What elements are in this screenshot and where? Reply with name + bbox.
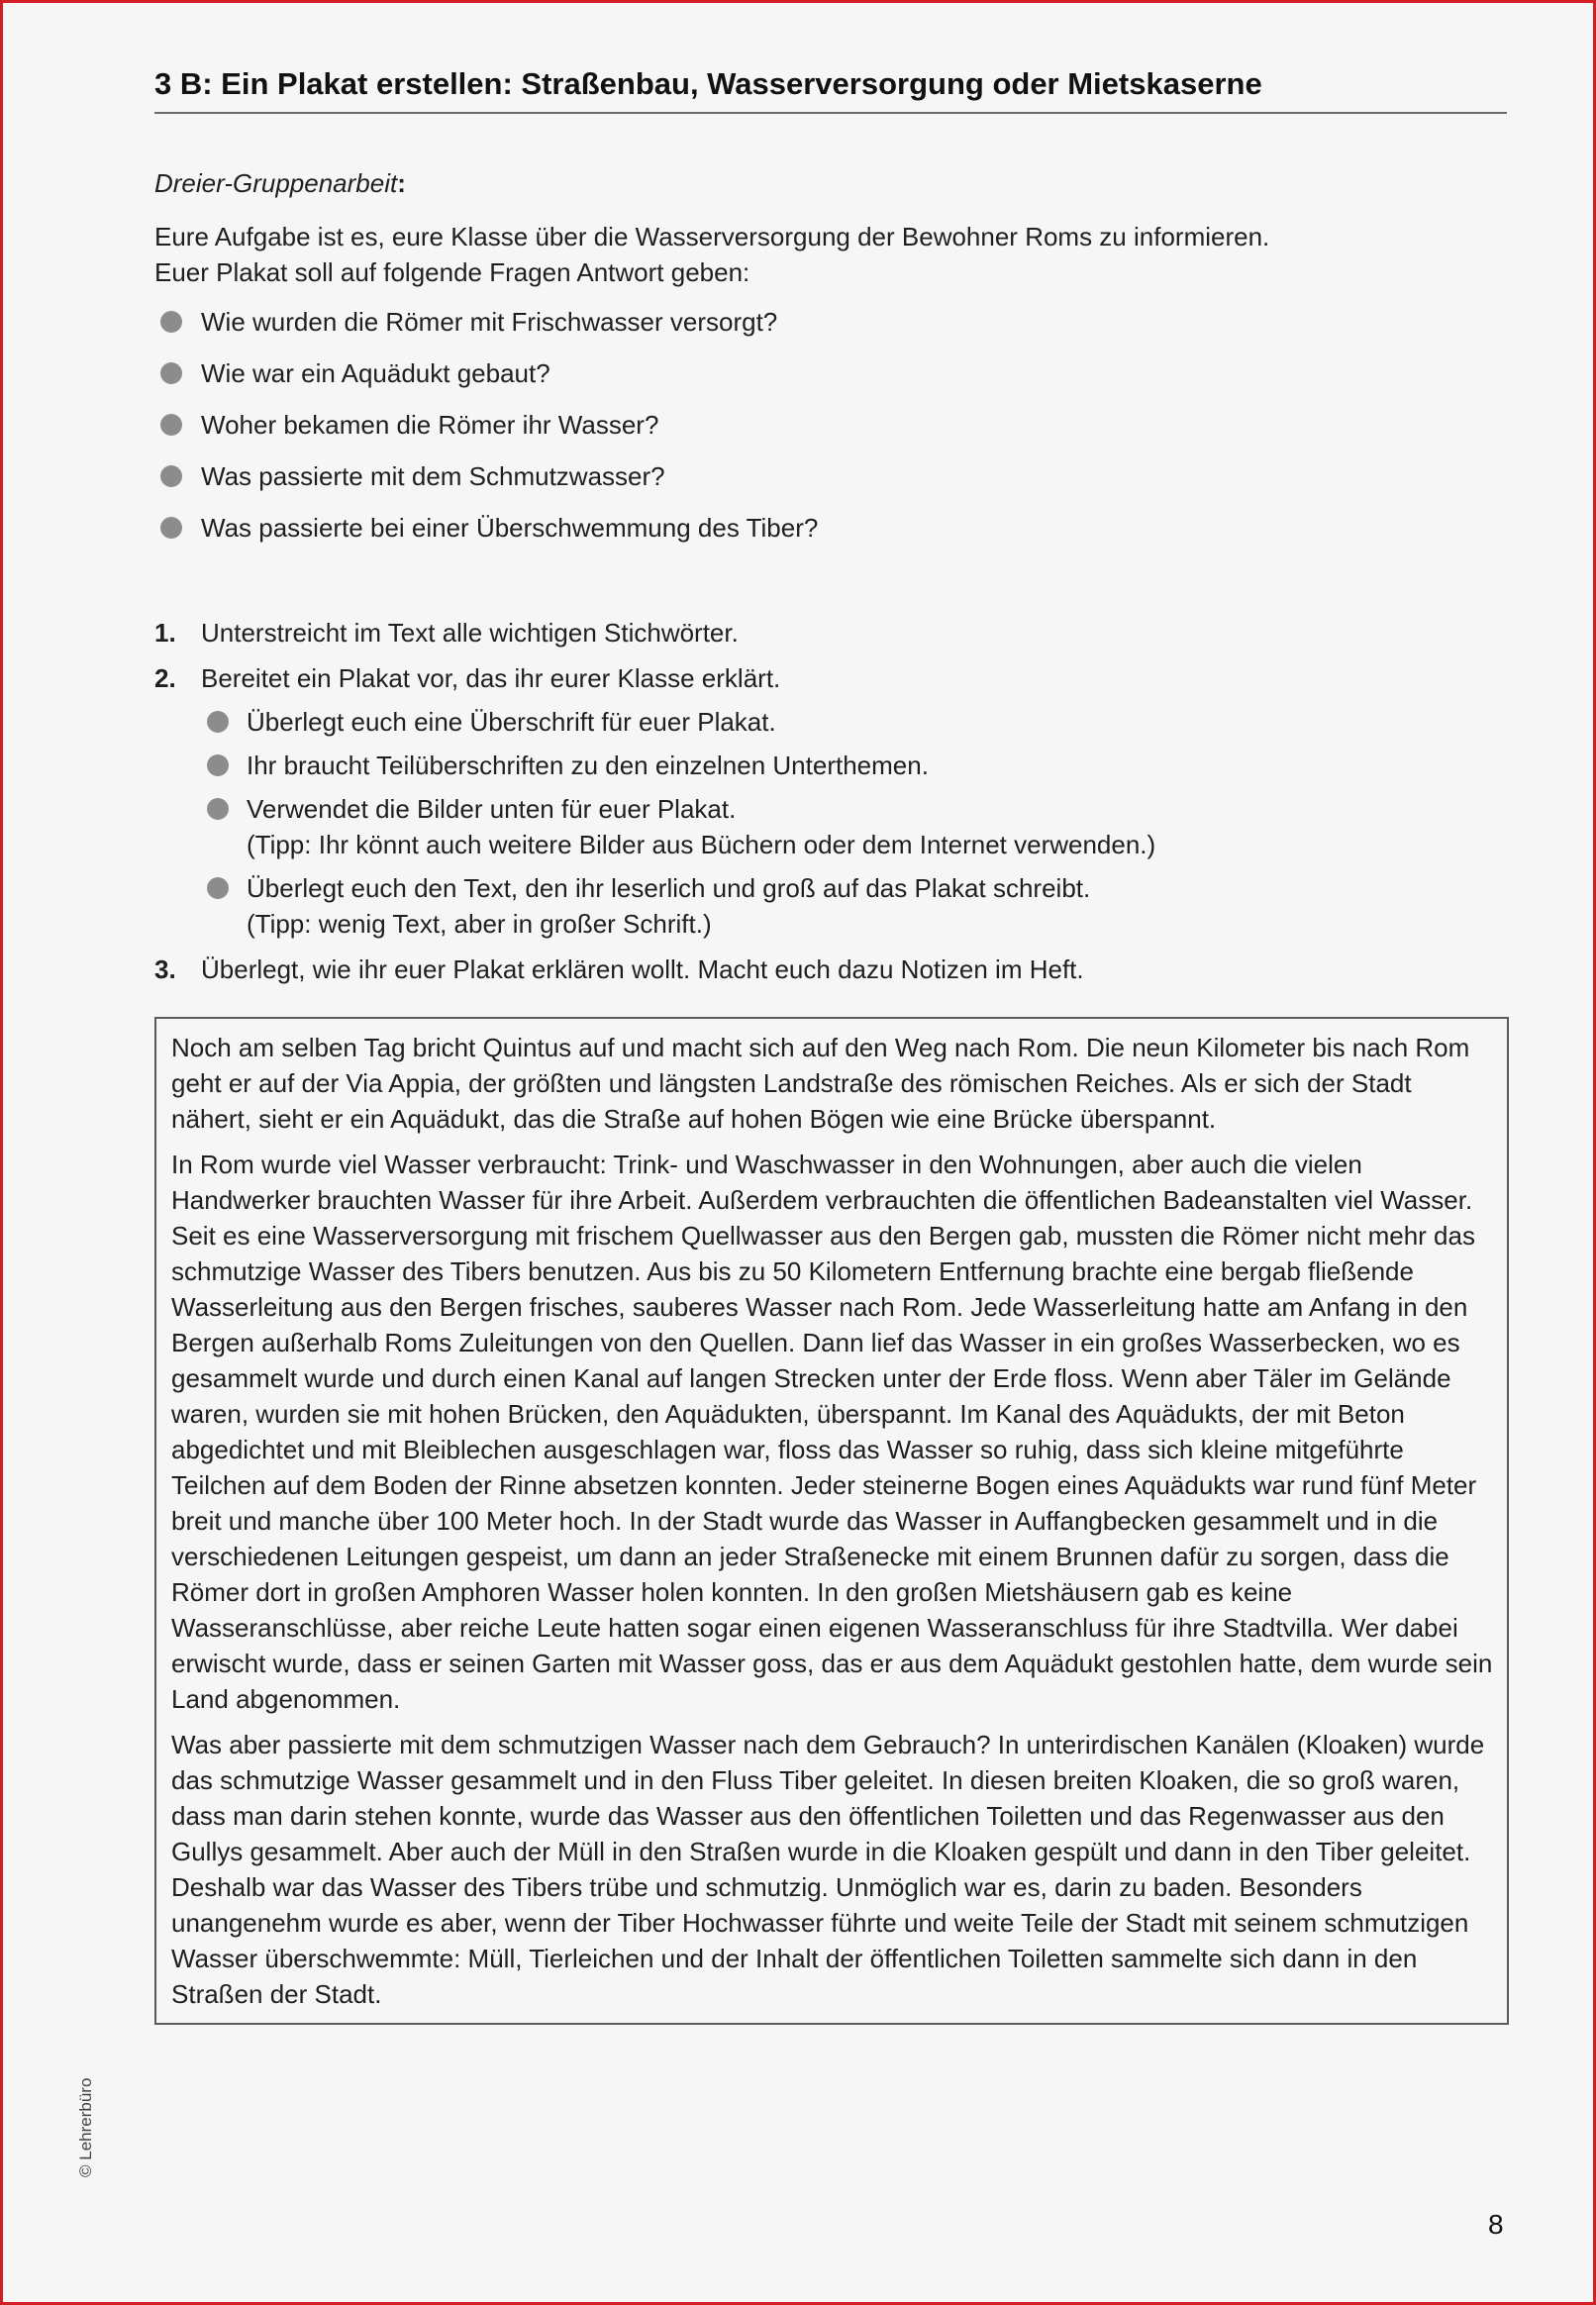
question-text: Woher bekamen die Römer ihr Wasser?: [201, 410, 659, 440]
bullet-dot-icon: [160, 465, 182, 487]
subitem-line: Ihr braucht Teilüberschriften zu den einzelnen Unterthemen.: [247, 751, 929, 780]
intro-line: Eure Aufgabe ist es, eure Klasse über die Wasserversorgung der Bewohner Roms zu informieren.: [154, 222, 1270, 251]
reading-paragraph: Was aber passierte mit dem schmutzigen Wasser nach dem Gebrauch? In unterirdischen Kanälen (Kloaken) wurde das schmutzige Wasser gesammelt und in den Fluss Tiber geleitet. In diesen breiten Kloaken, die so groß waren, dass man darin stehen konnte, wurde das Wasser aus den öffentlichen Toiletten und das Regenwasser aus den Gullys gesammelt. Aber auch der Müll in den Straßen wurde in die Kloaken gespült und dann in den Tiber geleitet. Deshalb war das Wasser des Tibers trübe und schmutzig. Unmöglich war es, darin zu baden. Besonders unangenehm wurde es aber, wenn der Tiber Hochwasser führte und weite Teile der Stadt mit seinem schmutzigen Wasser überschwemmte: Müll, Tierleichen und der Inhalt der öffentlichen Toiletten sammelte sich dann in den Straßen der Stadt.: [171, 1730, 1485, 2009]
bullet-dot-icon: [160, 311, 182, 333]
task-number: 2.: [154, 663, 176, 693]
task-text: Überlegt, wie ihr euer Plakat erklären wollt. Macht euch dazu Notizen im Heft.: [201, 954, 1084, 984]
task-item: [154, 615, 1509, 651]
bullet-dot-icon: [160, 362, 182, 384]
task-subitem: [201, 748, 1509, 783]
bullet-dot-icon: [160, 517, 182, 539]
question-text: Wie war ein Aquädukt gebaut?: [201, 358, 550, 388]
task-item: [154, 952, 1509, 987]
task-subitem: [201, 704, 1509, 740]
task-text: Bereitet ein Plakat vor, das ihr eurer Klasse erklärt.: [201, 663, 781, 693]
subitem-tip: (Tipp: wenig Text, aber in großer Schrift.): [247, 909, 712, 939]
intro-line: Euer Plakat soll auf folgende Fragen Antwort geben:: [154, 257, 750, 287]
question-text: Was passierte bei einer Überschwemmung des Tiber?: [201, 513, 819, 543]
copyright-notice: © Lehrerbüro: [76, 2077, 95, 2177]
assignment-subtitle: [154, 165, 1509, 201]
question-item: [154, 510, 1509, 546]
subtitle-text: Dreier-Gruppenarbeit: [154, 168, 398, 198]
bullet-dot-icon: [160, 414, 182, 436]
bullet-dot-icon: [207, 711, 229, 733]
bullet-dot-icon: [207, 754, 229, 776]
question-text: Was passierte mit dem Schmutzwasser?: [201, 461, 665, 491]
assignment-section: [154, 165, 1509, 997]
subitem-line: Überlegt euch den Text, den ihr leserlich und groß auf das Plakat schreibt.: [247, 873, 1091, 903]
task-number: 1.: [154, 618, 176, 648]
question-item: [154, 355, 1509, 391]
question-text: Wie wurden die Römer mit Frischwasser versorgt?: [201, 307, 778, 337]
subitem-line: Überlegt euch eine Überschrift für euer Plakat.: [247, 707, 776, 737]
subtitle-colon: :: [397, 168, 406, 198]
bullet-dot-icon: [207, 877, 229, 899]
task-subitem: [201, 791, 1509, 862]
question-item: [154, 458, 1509, 494]
subitem-line: Verwendet die Bilder unten für euer Plakat.: [247, 794, 737, 824]
reading-paragraph: Noch am selben Tag bricht Quintus auf und macht sich auf den Weg nach Rom. Die neun Kilometer bis nach Rom geht er auf der Via Appia, der größten und längsten Landstraße des römischen Reiches. Als er sich der Stadt nähert, sieht er ein Aquädukt, das die Straße auf hohen Bögen wie eine Brücke überspannt.: [171, 1033, 1470, 1134]
task-list: [154, 615, 1509, 987]
task-subitem: [201, 870, 1509, 942]
subitem-tip: (Tipp: Ihr könnt auch weitere Bilder aus Büchern oder dem Internet verwenden.): [247, 830, 1156, 859]
task-subitem-list: [201, 704, 1509, 942]
page-title: 3 B: Ein Plakat erstellen: Straßenbau, Wasserversorgung oder Mietskaserne: [154, 64, 1507, 114]
reading-paragraph: In Rom wurde viel Wasser verbraucht: Trink- und Waschwasser in den Wohnungen, aber auch die vielen Handwerker brauchten Wasser für ihre Arbeit. Außerdem verbrauchten die öffentlichen Badeanstalten viel Wasser. Seit es eine Wasserversorgung mit frischem Quellwasser aus den Bergen gab, mussten die Römer nicht mehr das schmutzige Wasser des Tibers benutzen. Aus bis zu 50 Kilometern Entfernung brachte eine bergab fließende Wasserleitung aus den Bergen frisches, sauberes Wasser nach Rom. Jede Wasserleitung hatte am Anfang in den Bergen außerhalb Roms Zuleitungen von den Quellen. Dann lief das Wasser in ein großes Wasserbecken, wo es gesammelt wurde und durch einen Kanal auf langen Strecken unter der Erde floss. Wenn aber Täler im Gelände waren, wurden sie mit hohen Brücken, den Aquädukten, überspannt. Im Kanal des Aquädukts, der mit Beton abgedichtet und mit Bleiblechen ausgeschlagen war, floss das Wasser so ruhig, dass sich kleine mitgeführte Teilchen auf dem Boden der Rinne absetzen konnten. Jeder steinerne Bogen eines Aquädukts war rund fünf Meter breit und manche über 100 Meter hoch. In der Stadt wurde das Wasser in Auffangbecken gesammelt und in die verschiedenen Leitungen gespeist, um dann an jeder Straßenecke mit einem Brunnen dafür zu sorgen, dass die Römer dort in großen Amphoren Wasser holen konnten. In den großen Mietshäusern gab es keine Wasseranschlüsse, aber reiche Leute hatten sogar einen eigenen Wasseranschluss für ihre Stadtvilla. Wer dabei erwischt wurde, dass er seinen Garten mit Wasser goss, das er aus dem Aquädukt gestohlen hatte, dem wurde sein Land abgenommen.: [171, 1150, 1493, 1714]
task-number: 3.: [154, 954, 176, 984]
bullet-dot-icon: [207, 798, 229, 820]
task-text: Unterstreicht im Text alle wichtigen Stichwörter.: [201, 618, 739, 648]
page-number: 8: [1488, 2209, 1504, 2240]
assignment-intro: [154, 219, 1509, 290]
question-item: [154, 407, 1509, 443]
task-item: [154, 660, 1509, 942]
question-list: [154, 304, 1509, 546]
reading-text-box: [154, 1017, 1509, 2025]
question-item: [154, 304, 1509, 340]
